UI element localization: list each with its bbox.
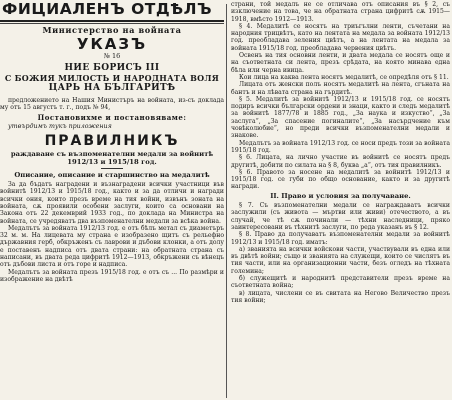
header-rule-thin xyxy=(0,23,224,24)
decree-approval: утвърдимъ тукъ приложения xyxy=(8,123,112,131)
king-realm: ЦАРЬ НА БЪЛГАРИТѢ xyxy=(48,83,176,94)
decree-intro: предложението на Нашия Министъръ на войната, из-съ доклада му отъ 15 августъ т. г., подъ № 94, xyxy=(0,96,224,111)
king-title-line: С БОЖИЯ МИЛОСТЬ И НАРОДНАТА ВОЛЯ xyxy=(4,73,220,84)
ministry-title: Министерство на войната xyxy=(42,25,182,35)
paragraph-8a: а) званията на всички войскови части, участвували въ една или въ двѣтѣ войни; също и званията на служещи, които се числятъ въ тия части, или на организационни части, безъ огледъ на тѣхната големина; xyxy=(231,245,450,275)
decree-resolution: Постановихме и постановяваме: xyxy=(37,113,187,123)
king-name: НИЕ БОРИСЪ III xyxy=(64,62,160,73)
section-header: ФИЦИАЛЕНЪ ОТДѢЛЪ xyxy=(2,0,213,18)
paragraph-8: § 8. Право да получаватъ възпоменателни медали за войнитѣ 1912/13 и 1915/18 год. иматъ: xyxy=(231,231,450,246)
paragraph-4-women: Лицата отъ женски полъ носятъ медалитѣ на лента, сгъната на бантъ и на лѣвата страна на гърдитѣ. xyxy=(231,81,450,96)
rules-title: ПРАВИЛНИКЪ xyxy=(44,132,180,149)
decree-number: № 16 xyxy=(103,52,121,61)
paragraph-8b: б) служещитѣ и народнитѣ представители презъ време на съответната война; xyxy=(231,274,450,290)
paragraph-3-cont: страни, той медалъ не се отличава отъ описания въ § 2, съ изключение на това, че на обратната страна цифритѣ сѫ 1915—1918, вмѣсто 1912—1913. xyxy=(231,1,450,23)
paragraph-4-ribbons: Освенъ на тия основни ленти, и двата медала се носятъ още и на съответната си лента, презъ срѣдата, на която минава една бѣла или черна ивица. xyxy=(231,52,450,74)
section-1-paragraph-3: Медалътъ за войната презъ 1915/18 год. е отъ съ ... По размѣри и изображение на двѣтѣ xyxy=(0,268,224,283)
paragraph-8c: в) лицата, числени се въ свитата на Негово Величество презъ тия войни; xyxy=(231,289,450,304)
paragraph-6a: § 6. Лицата, на лично участие въ войнитѣ се носятъ предъ другитѣ, добити по силата на § 8, буква „а“, отъ тия правилникъ. xyxy=(231,154,450,169)
paragraph-4: § 4. Медалитѣ се носятъ на триъгълни ленти, съчетани на народния трицвѣтъ, като на лентата на медала за войната 1912/13 год. преобладава зеления цвѣтъ, а на лентата на медала за войната 1915/18 год. преобладава червения цвѣтъ. xyxy=(231,22,450,52)
paragraph-4-who: Кои лица на каква лента носятъ медалитѣ, се опредѣля отъ § 11. xyxy=(239,73,449,81)
decree-title: УКАЗЪ xyxy=(76,35,148,54)
header-rule-thick xyxy=(0,20,224,22)
column-divider xyxy=(226,4,227,398)
section-1-heading: Описание, описание и старшинство на медалитѣ xyxy=(14,170,210,179)
section-1-paragraph: За да бъдатъ наградени и възнаградени всички участници във войнитѣ 1912/13 и 1915/18 год., както и за да отличи и награди всички ония, които презъ време на тия войни, извънъ зоната на войната, сѫ проявили особени заслуги, които са основани на Закона отъ 22 декемврий 1933 год., по доклада на Министра на войната, се учредяватъ два възпоменателни медали за всѣка война. xyxy=(0,181,224,225)
paragraph-6b: § 6. Правото за носене на медалитѣ за войнитѣ 1912/13 и 1915/18 год. се губи по общо основание, както и за другитѣ награди. xyxy=(231,168,450,191)
paragraph-5-order: Медалътъ за войната 1912/13 год. се носи предъ този за войната 1915/18 год. xyxy=(231,139,450,154)
paragraph-5: § 5. Медалитѣ за войнитѣ 1912/13 и 1915/18 год. се носятъ подиръ всички български ордени и знаци, както и следъ медалитѣ за войнитѣ 1877/78 и 1885 год., „За наука и изкуство“, „За заслуга“, „За спасение погиналите“, „За насърдчение към човѣколюбие“, но преди всички възпоменателни медали и знакове. xyxy=(231,95,450,140)
short-divider xyxy=(101,168,123,169)
rules-subtitle: раждаване съ възпоменателни медали за войнитѣ 1912/13 и 1915/18 год. xyxy=(10,149,214,166)
left-column xyxy=(0,0,224,400)
paragraph-7: § 7. Съ възпоменателни медали се награждаватъ всички заслужили (съ живота — мъртви или живи) отечеството, а въ случай, че тѣ сѫ починали — тѣхни наследници, пряко заинтересовани въ тѣхнитѣ заслуги, по реда указанъ въ § 12. xyxy=(231,202,450,231)
section-2-heading: II. Право и условия за получаване. xyxy=(270,191,411,200)
right-column xyxy=(231,0,450,400)
section-1-paragraph-2: Медалътъ за войната 1912/13 год. е отъ бѣлъ метал съ диаметъръ 32 м. м. На лицевата му страна е изобразено щитъ съ рельефно държавния герб, обкръженъ съ лаврови и дъбови клонки, а отъ долу е поставенъ надписа отъ двата страни: на обратната страна съ написани, въ двата реда цифритѣ 1912—1913, обкръжени съ вѣнецъ отъ дъбови листа и отъ горе и надписа. xyxy=(0,224,224,269)
